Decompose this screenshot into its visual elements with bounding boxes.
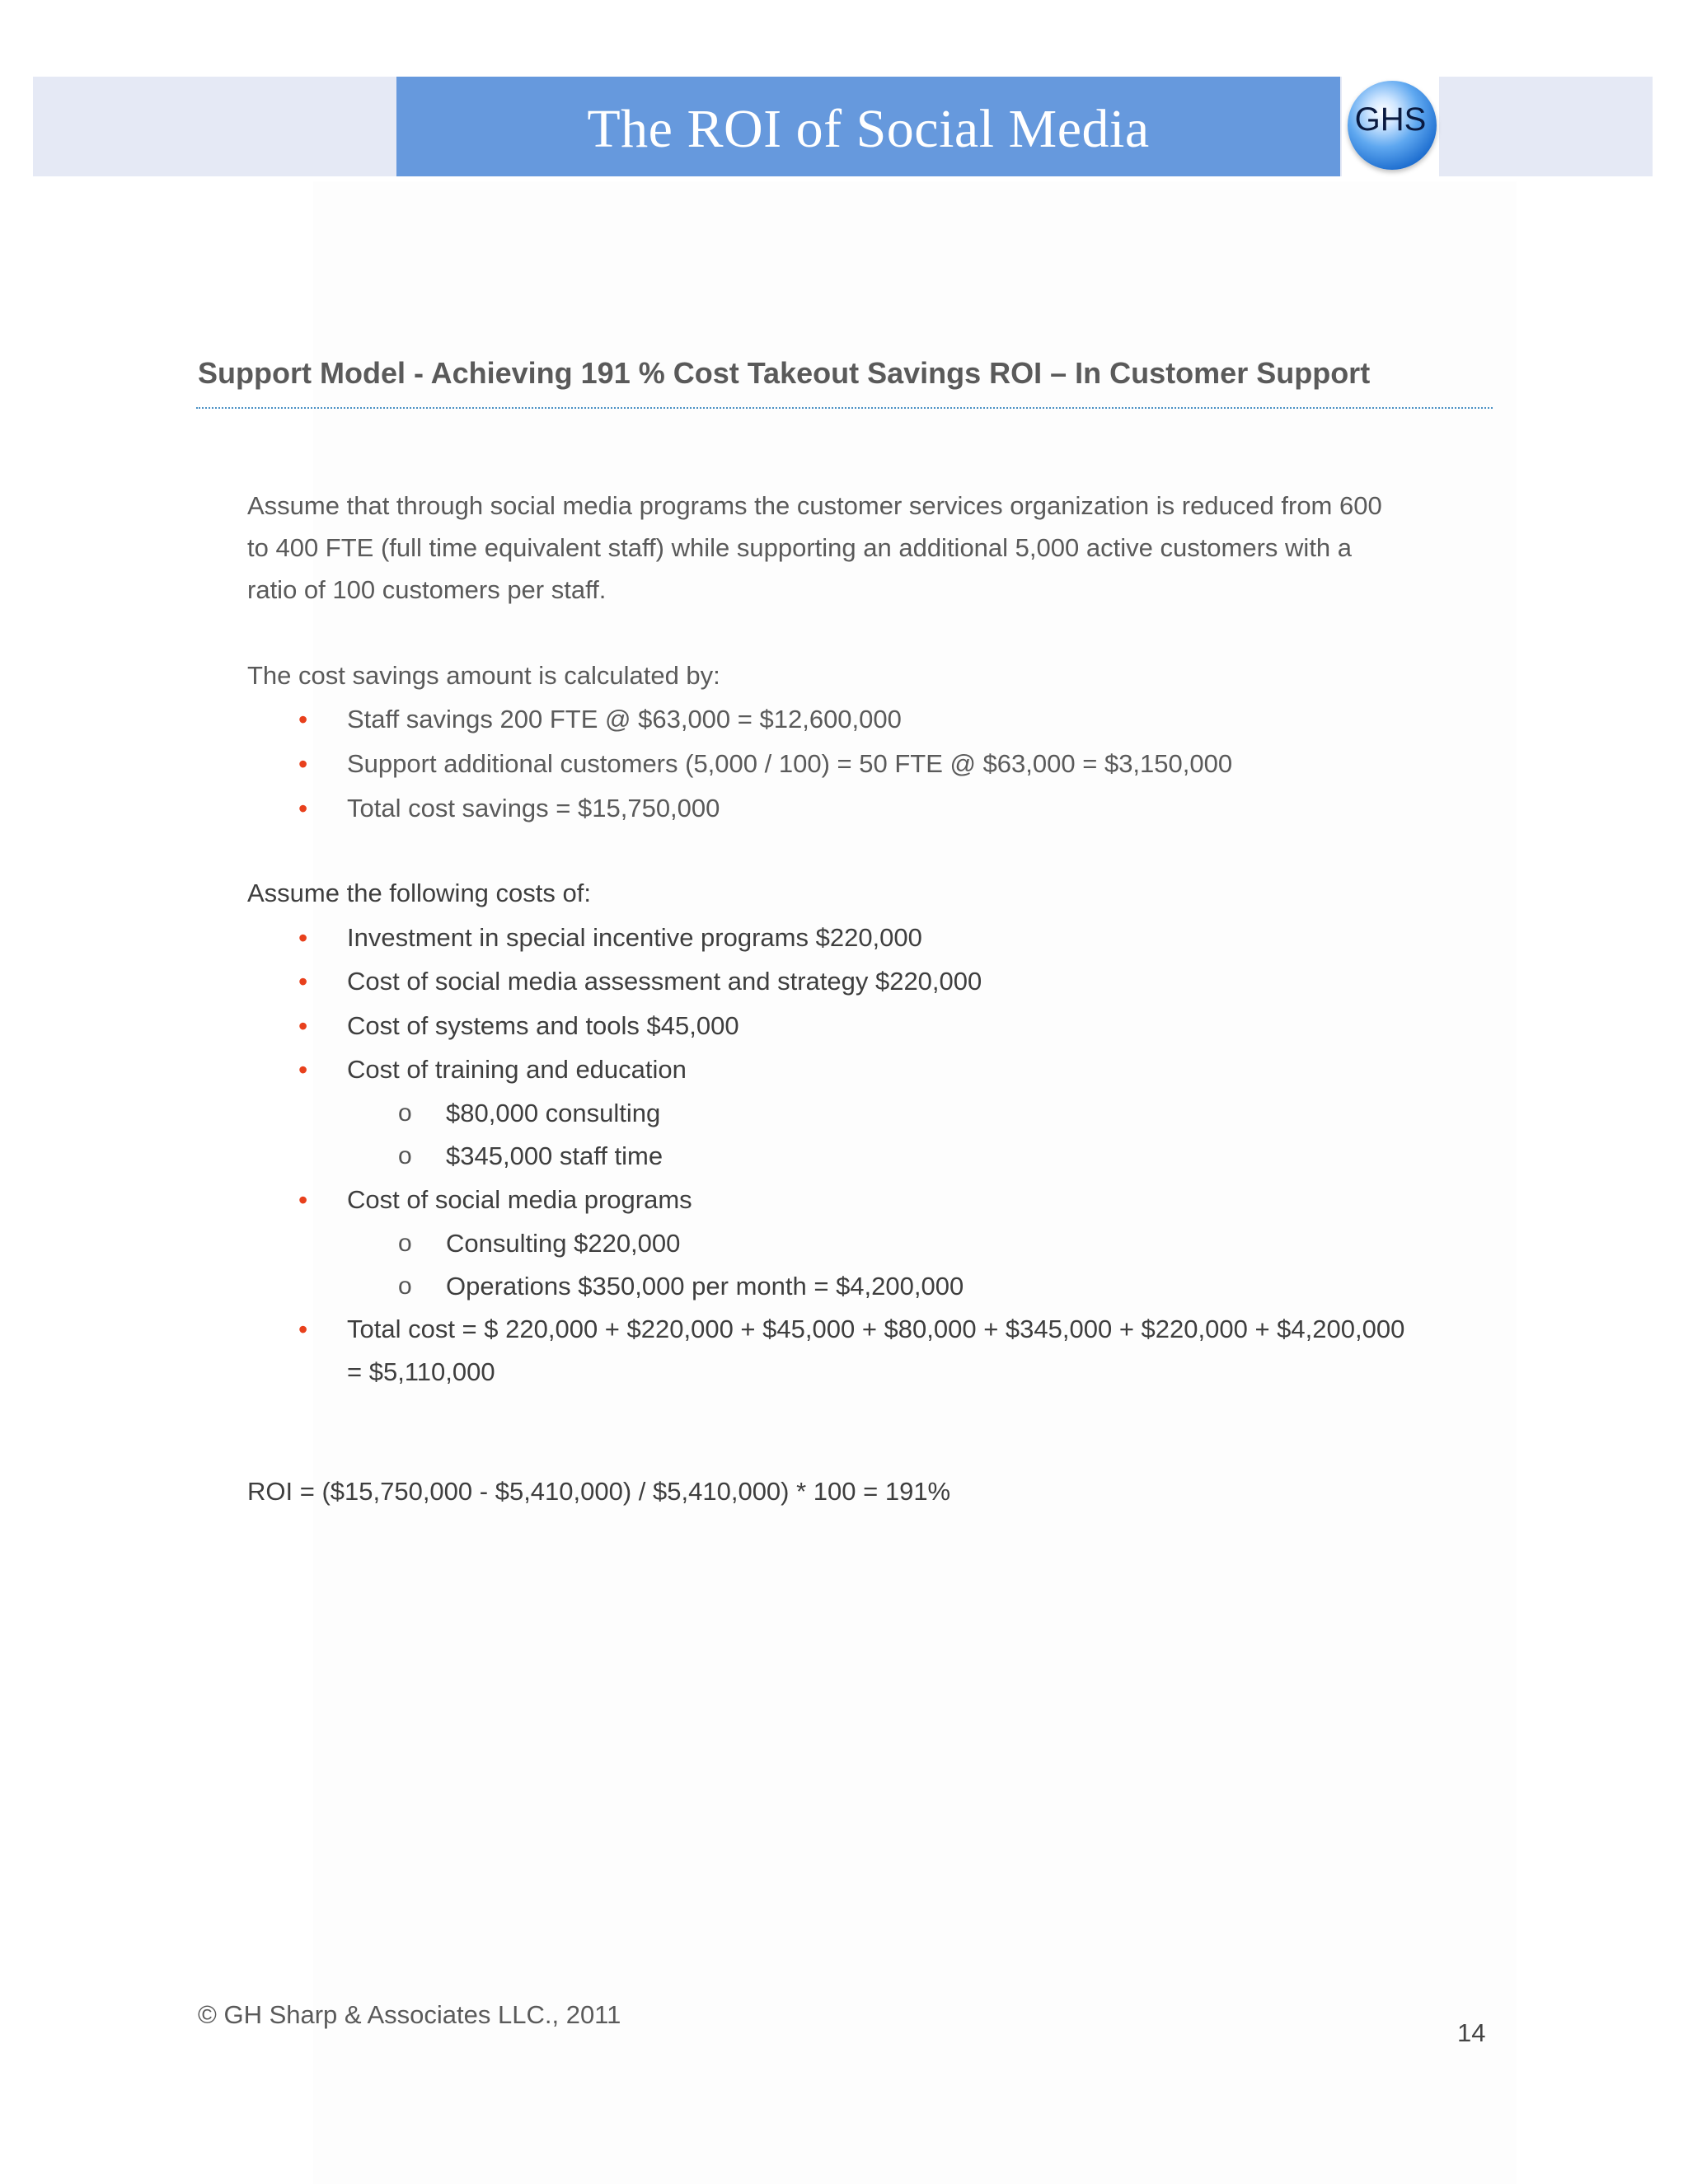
bullet-marker: •: [298, 749, 308, 779]
cost-item-assessment: Cost of social media assessment and strategy $220,000: [347, 967, 982, 996]
bullet-marker: •: [298, 1185, 308, 1215]
page-background: [313, 181, 1517, 2184]
cost-item-total: Total cost = $ 220,000 + $220,000 + $45,000 + $80,000 + $345,000 + $220,000 + $4,200,000: [347, 1315, 1405, 1343]
copyright-footer: © GH Sharp & Associates LLC., 2011: [198, 2000, 621, 2029]
section-heading: Support Model - Achieving 191 % Cost Takeout Savings ROI – In Customer Support: [198, 356, 1371, 390]
cost-item-total-result: = $5,110,000: [347, 1357, 495, 1386]
sub-bullet-marker: o: [398, 1142, 412, 1169]
roi-formula: ROI = ($15,750,000 - $5,410,000) / $5,410,000) * 100 = 191%: [247, 1477, 951, 1506]
logo-text: GHS: [1354, 101, 1427, 138]
programs-sub-consulting: Consulting $220,000: [446, 1229, 681, 1258]
programs-sub-operations: Operations $350,000 per month = $4,200,000: [446, 1272, 964, 1301]
intro-line-3: ratio of 100 customers per staff.: [247, 575, 607, 604]
cost-item-systems: Cost of systems and tools $45,000: [347, 1011, 739, 1040]
bullet-marker: •: [298, 1315, 308, 1344]
cost-item-incentives: Investment in special incentive programs $220,000: [347, 923, 922, 952]
bullet-marker: •: [298, 967, 308, 996]
bullet-marker: •: [298, 1011, 308, 1041]
bullet-marker: •: [298, 705, 308, 734]
savings-item-additional-customers: Support additional customers (5,000 / 100) = 50 FTE @ $63,000 = $3,150,000: [347, 749, 1233, 778]
document-title: The ROI of Social Media: [587, 98, 1150, 159]
savings-item-staff: Staff savings 200 FTE @ $63,000 = $12,600,000: [347, 705, 902, 733]
bullet-marker: •: [298, 1055, 308, 1085]
training-sub-staff-time: $345,000 staff time: [446, 1141, 663, 1170]
training-sub-consulting: $80,000 consulting: [446, 1099, 661, 1127]
bullet-marker: •: [298, 794, 308, 823]
intro-line-2: to 400 FTE (full time equivalent staff) while supporting an additional 5,000 active customers with a: [247, 533, 1353, 562]
intro-line-1: Assume that through social media programs the customer services organization is reduced from 600: [247, 491, 1382, 520]
costs-lead: Assume the following costs of:: [247, 879, 591, 907]
sub-bullet-marker: o: [398, 1099, 412, 1127]
sub-bullet-marker: o: [398, 1230, 412, 1257]
ghs-logo: [1342, 77, 1439, 176]
page-number: 14: [1457, 2018, 1486, 2047]
cost-item-training: Cost of training and education: [347, 1055, 687, 1084]
savings-item-total: Total cost savings = $15,750,000: [347, 794, 720, 823]
cost-item-programs: Cost of social media programs: [347, 1185, 692, 1214]
savings-lead: The cost savings amount is calculated by:: [247, 661, 720, 690]
sub-bullet-marker: o: [398, 1272, 412, 1300]
heading-divider: [196, 407, 1493, 409]
bullet-marker: •: [298, 923, 308, 953]
